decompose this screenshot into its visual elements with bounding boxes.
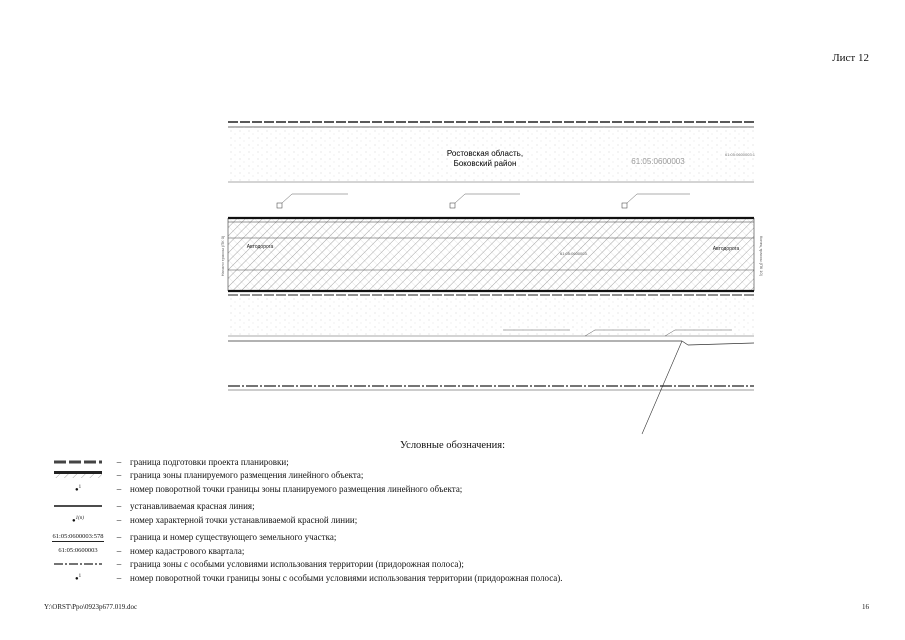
- parcel-label-top-right: 61:05:0600003:1: [725, 152, 756, 157]
- legend-item-planning-boundary: – граница подготовки проекта планировки;: [44, 455, 864, 469]
- roadside-point-symbol: ●$^1$: [74, 573, 82, 582]
- legend-item-linear-object-zone: – граница зоны планируемого размещения линейного объекта;: [44, 469, 864, 483]
- page-number: 16: [862, 603, 869, 611]
- legend-text: номер кадастрового квартала;: [130, 545, 245, 556]
- region-label-2: Боковский район: [453, 159, 517, 168]
- sheet-label: Лист 12: [832, 52, 869, 64]
- file-path: Y:\ORST\Ppo\0923p677.019.doc: [44, 603, 138, 611]
- legend-text: граница зоны планируемого размещения линейного объекта;: [130, 470, 364, 481]
- legend-text: номер характерной точки устанавливаемой красной линии;: [130, 514, 358, 525]
- legend-text: номер поворотной точки границы зоны с особыми условиями использования территории (придорожная полоса).: [130, 572, 563, 583]
- legend-item-red-line-point: ●$^{1(п)}$ – номер характерной точки устанавливаемой красной линии;: [44, 513, 864, 527]
- legend-item-roadside-point: ●$^1$ – номер поворотной точки границы зоны с особыми условиями использования территории (придорожная полоса).: [44, 571, 864, 585]
- legend-item-cadastral-quarter: 61:05:0600003 – номер кадастрового квартала;: [44, 544, 864, 558]
- legend-title: Условные обозначения:: [399, 440, 505, 451]
- right-side-label: Конец трассы (ПК 10): [759, 235, 764, 277]
- legend-text: номер поворотной точки границы зоны планируемого размещения линейного объекта;: [130, 483, 463, 494]
- legend-item-land-plot: 61:05:0600003:578 – граница и номер существующего земельного участка;: [44, 531, 864, 545]
- turning-point-symbol: ●$^1$: [74, 484, 82, 493]
- quarter-number: 61:05:0600003: [631, 157, 685, 166]
- planning-map-drawing: [220, 108, 768, 438]
- planning-boundary-symbol: [44, 455, 112, 468]
- legend-text: граница подготовки проекта планировки;: [130, 456, 289, 467]
- point-dot-icon: ●: [74, 575, 79, 582]
- legend-text: устанавливаемая красная линия;: [130, 501, 255, 512]
- right-road-label: Автодорога: [712, 246, 740, 252]
- left-road-label: Автодорога: [246, 244, 274, 250]
- legend-text: граница и номер существующего земельного участка;: [130, 532, 337, 543]
- legend: [44, 455, 864, 585]
- zone-center-label: 61:05:0600003: [560, 251, 587, 256]
- cadastral-quarter-symbol: 61:05:0600003: [58, 547, 98, 554]
- point-dot-icon: ●: [72, 517, 76, 524]
- linear-object-zone-symbol: [44, 469, 112, 482]
- land-plot-symbol: 61:05:0600003:578: [52, 533, 104, 540]
- region-label-1: Ростовская область,: [446, 149, 524, 158]
- point-dot-icon: ●: [74, 486, 79, 493]
- legend-item-turning-point: ●$^1$ – номер поворотной точки границы зоны планируемого размещения линейного объекта;: [44, 482, 864, 496]
- red-line-point-symbol: ●$^{1(п)}$: [72, 515, 84, 524]
- legend-item-roadside-zone: – граница зоны с особыми условиями использования территории (придорожная полоса);: [44, 558, 864, 572]
- left-side-label: Начало трассы (ПК 0): [220, 235, 225, 277]
- red-line-symbol: [44, 500, 112, 513]
- roadside-zone-symbol: [44, 558, 112, 571]
- legend-item-red-line: – устанавливаемая красная линия;: [44, 500, 864, 514]
- legend-text: граница зоны с особыми условиями использования территории (придорожная полоса);: [130, 559, 464, 570]
- quarter-boundary-line: [642, 341, 682, 434]
- planning-map: [220, 108, 768, 438]
